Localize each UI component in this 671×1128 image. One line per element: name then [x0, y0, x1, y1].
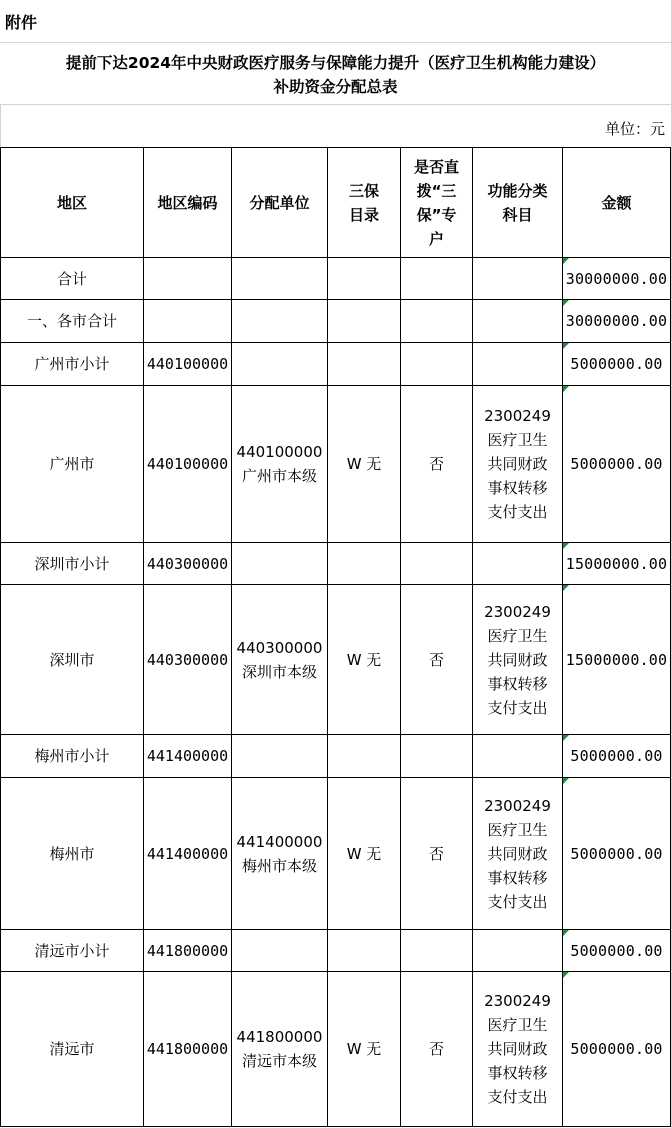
allocation-table — [0, 147, 671, 1127]
cell-code: 440300000 — [144, 585, 232, 735]
cell-direct — [401, 930, 473, 972]
cell-amount-value: 15000000.00 — [565, 650, 668, 669]
cell-code: 440100000 — [144, 386, 232, 543]
header-func-line-1: 功能分类 — [487, 181, 548, 200]
cell-unit-code: 441800000 — [236, 1028, 323, 1046]
cell-func — [473, 386, 563, 543]
cell-sanbao — [328, 258, 401, 300]
cell-direct: 否 — [401, 972, 473, 1127]
cell-func — [473, 778, 563, 930]
cell-alloc-unit — [232, 300, 328, 343]
header-direct-line-1: 是否直 — [413, 157, 459, 176]
cell-func — [473, 930, 563, 972]
cell-func — [473, 258, 563, 300]
cell-amount-value: 5000000.00 — [570, 844, 663, 863]
cell-marker-icon — [563, 343, 569, 349]
cell-amount — [563, 585, 671, 735]
table-row — [1, 735, 671, 778]
table-row — [1, 343, 671, 386]
cell-sanbao — [328, 300, 401, 343]
cell-marker-icon — [563, 543, 569, 549]
cell-func — [473, 543, 563, 585]
cell-direct — [401, 543, 473, 585]
cell-amount — [563, 972, 671, 1127]
cell-alloc-unit — [232, 543, 328, 585]
cell-code: 441400000 — [144, 778, 232, 930]
cell-func-line-5: 支付支出 — [487, 698, 548, 717]
cell-amount — [563, 386, 671, 543]
cell-direct — [401, 258, 473, 300]
cell-amount — [563, 778, 671, 930]
header-direct — [401, 148, 473, 258]
title-line-2: 补助资金分配总表 — [273, 78, 398, 96]
cell-unit-name: 广州市本级 — [241, 467, 317, 485]
cell-amount-value: 5000000.00 — [570, 1040, 663, 1058]
cell-func-line-3: 共同财政 — [487, 1040, 548, 1058]
cell-alloc-unit — [232, 930, 328, 972]
cell-amount-value: 5000000.00 — [570, 747, 663, 765]
cell-func — [473, 585, 563, 735]
header-direct-line-2: 拨“三 — [416, 181, 457, 200]
cell-region: 清远市 — [1, 972, 144, 1127]
cell-marker-icon — [563, 386, 569, 392]
header-func-line-2: 科目 — [502, 205, 533, 224]
table-row — [1, 543, 671, 585]
cell-amount — [563, 343, 671, 386]
cell-func-line-4: 事权转移 — [487, 674, 548, 693]
cell-amount — [563, 300, 671, 343]
header-region: 地区 — [1, 148, 144, 258]
cell-unit-name: 深圳市本级 — [241, 662, 317, 681]
cell-marker-icon — [563, 930, 569, 936]
header-func — [473, 148, 563, 258]
cell-func-line-2: 医疗卫生 — [487, 626, 548, 645]
cell-sanbao — [328, 735, 401, 778]
cell-sanbao — [328, 930, 401, 972]
cell-func-line-3: 共同财政 — [487, 844, 548, 863]
cell-code: 441400000 — [144, 735, 232, 778]
cell-alloc-unit — [232, 258, 328, 300]
cell-unit-code: 440300000 — [236, 638, 323, 657]
cell-unit-name: 清远市本级 — [241, 1052, 317, 1070]
cell-amount-value: 15000000.00 — [565, 554, 668, 573]
header-direct-line-3: 保”专 — [416, 205, 457, 224]
cell-alloc-unit — [232, 735, 328, 778]
cell-marker-icon — [563, 300, 569, 306]
unit-row — [0, 105, 671, 148]
cell-code: 441800000 — [144, 930, 232, 972]
cell-amount-value: 30000000.00 — [565, 269, 668, 288]
cell-direct — [401, 300, 473, 343]
cell-func-line-4: 事权转移 — [487, 1064, 548, 1082]
cell-func-line-3: 共同财政 — [487, 455, 548, 473]
cell-alloc-unit — [232, 585, 328, 735]
cell-direct — [401, 735, 473, 778]
cell-alloc-unit — [232, 386, 328, 543]
cell-region: 梅州市小计 — [1, 735, 144, 778]
cell-func-line-3: 共同财政 — [487, 650, 548, 669]
cell-amount — [563, 543, 671, 585]
cell-func-line-2: 医疗卫生 — [487, 431, 548, 449]
cell-region: 梅州市 — [1, 778, 144, 930]
cell-code: 440300000 — [144, 543, 232, 585]
cell-func-line-1: 2300249 — [484, 796, 551, 815]
attachment-label: 附件 — [0, 0, 671, 43]
cell-amount — [563, 258, 671, 300]
cell-func-line-1: 2300249 — [484, 602, 551, 621]
cell-region: 一、各市合计 — [1, 300, 144, 343]
cell-marker-icon — [563, 735, 569, 741]
table-row — [1, 972, 671, 1127]
cell-region: 合计 — [1, 258, 144, 300]
cell-code — [144, 258, 232, 300]
cell-region: 深圳市小计 — [1, 543, 144, 585]
table-row — [1, 930, 671, 972]
cell-marker-icon — [563, 585, 569, 591]
cell-sanbao — [328, 343, 401, 386]
cell-sanbao: W 无 — [328, 778, 401, 930]
header-region-code: 地区编码 — [144, 148, 232, 258]
table-row — [1, 258, 671, 300]
title-line-1: 提前下达2024年中央财政医疗服务与保障能力提升（医疗卫生机构能力建设） — [65, 54, 606, 72]
cell-unit-name: 梅州市本级 — [241, 856, 317, 875]
cell-direct: 否 — [401, 585, 473, 735]
cell-direct: 否 — [401, 386, 473, 543]
cell-func-line-5: 支付支出 — [487, 892, 548, 911]
cell-code: 441800000 — [144, 972, 232, 1127]
table-row — [1, 585, 671, 735]
unit-label: 单位：元 — [604, 120, 665, 138]
cell-code: 440100000 — [144, 343, 232, 386]
header-sanbao — [328, 148, 401, 258]
cell-func-line-1: 2300249 — [484, 992, 551, 1010]
cell-unit-code: 440100000 — [236, 443, 323, 461]
cell-sanbao: W 无 — [328, 972, 401, 1127]
cell-func — [473, 300, 563, 343]
cell-alloc-unit — [232, 343, 328, 386]
cell-func — [473, 972, 563, 1127]
cell-amount-value: 5000000.00 — [570, 355, 663, 373]
cell-code — [144, 300, 232, 343]
cell-func — [473, 735, 563, 778]
cell-amount — [563, 930, 671, 972]
cell-direct — [401, 343, 473, 386]
cell-marker-icon — [563, 778, 569, 784]
header-alloc-unit: 分配单位 — [232, 148, 328, 258]
cell-region: 深圳市 — [1, 585, 144, 735]
header-amount: 金额 — [563, 148, 671, 258]
cell-func-line-1: 2300249 — [484, 407, 551, 425]
cell-amount — [563, 735, 671, 778]
cell-marker-icon — [563, 972, 569, 978]
cell-amount-value: 5000000.00 — [570, 941, 663, 960]
cell-amount-value: 30000000.00 — [565, 312, 668, 330]
cell-direct: 否 — [401, 778, 473, 930]
cell-func-line-4: 事权转移 — [487, 479, 548, 497]
cell-func — [473, 343, 563, 386]
cell-func-line-5: 支付支出 — [487, 1088, 548, 1106]
cell-func-line-2: 医疗卫生 — [487, 820, 548, 839]
cell-sanbao: W 无 — [328, 386, 401, 543]
header-row — [1, 148, 671, 258]
cell-sanbao: W 无 — [328, 585, 401, 735]
cell-region: 广州市 — [1, 386, 144, 543]
cell-alloc-unit — [232, 778, 328, 930]
cell-marker-icon — [563, 258, 569, 264]
header-direct-line-4: 户 — [428, 229, 444, 248]
table-row — [1, 386, 671, 543]
cell-unit-code: 441400000 — [236, 832, 323, 851]
cell-sanbao — [328, 543, 401, 585]
header-sanbao-line-1: 三保 — [348, 181, 379, 200]
cell-amount-value: 5000000.00 — [570, 455, 663, 473]
document-title — [0, 43, 671, 105]
table-row — [1, 300, 671, 343]
cell-func-line-4: 事权转移 — [487, 868, 548, 887]
cell-alloc-unit — [232, 972, 328, 1127]
cell-region: 清远市小计 — [1, 930, 144, 972]
cell-region: 广州市小计 — [1, 343, 144, 386]
cell-func-line-2: 医疗卫生 — [487, 1016, 548, 1034]
header-sanbao-line-2: 目录 — [348, 205, 379, 224]
cell-func-line-5: 支付支出 — [487, 503, 548, 521]
table-row — [1, 778, 671, 930]
